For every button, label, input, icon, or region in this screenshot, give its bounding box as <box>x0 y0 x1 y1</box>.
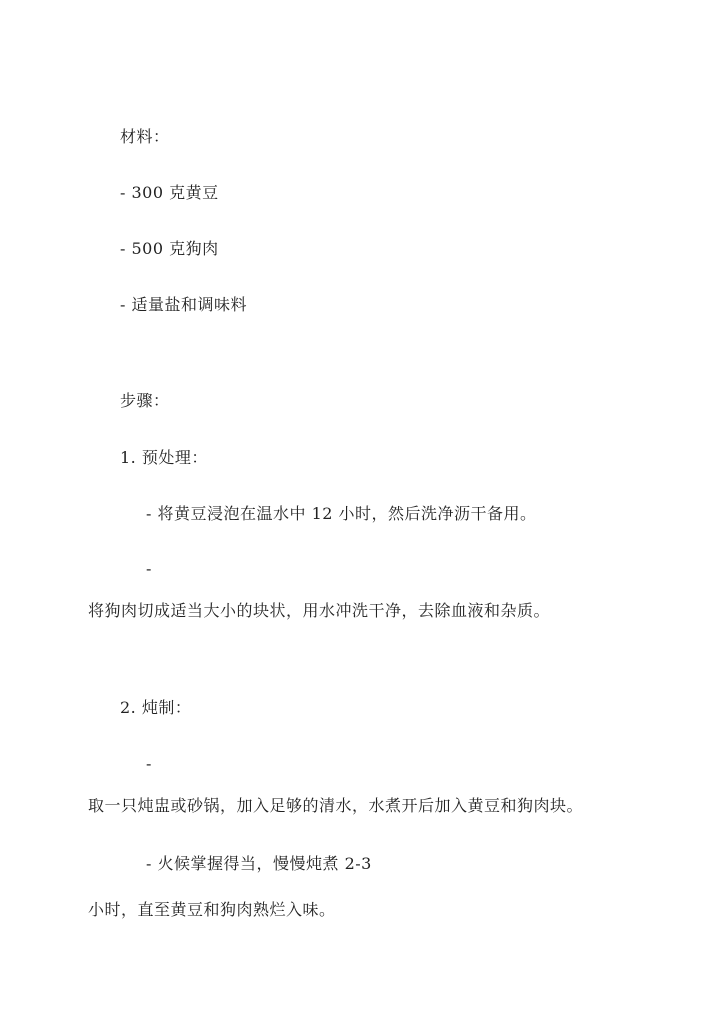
step-2-instruction-continued: 小时，直至黄豆和狗肉熟烂入味。 <box>88 900 336 919</box>
ingredient-item: - 500 克狗肉 <box>120 239 219 258</box>
step-2-instruction: 取一只炖盅或砂锅，加入足够的清水，水煮开后加入黄豆和狗肉块。 <box>88 796 584 815</box>
ingredients-heading: 材料： <box>120 127 170 146</box>
step-1-instruction: 将狗肉切成适当大小的块状，用水冲洗干净，去除血液和杂质。 <box>88 601 551 620</box>
step-2-instruction-bullet: - <box>146 754 152 773</box>
step-1-title: 1. 预处理： <box>120 448 208 467</box>
step-1-instruction: - 将黄豆浸泡在温水中 12 小时，然后洗净沥干备用。 <box>146 504 537 523</box>
ingredient-item: - 适量盐和调味料 <box>120 295 247 314</box>
step-2-title: 2. 炖制： <box>120 698 192 717</box>
steps-heading: 步骤： <box>120 391 170 410</box>
step-1-instruction-bullet: - <box>146 559 152 578</box>
step-2-instruction: - 火候掌握得当，慢慢炖煮 2-3 <box>146 854 372 873</box>
ingredient-item: - 300 克黄豆 <box>120 183 219 202</box>
